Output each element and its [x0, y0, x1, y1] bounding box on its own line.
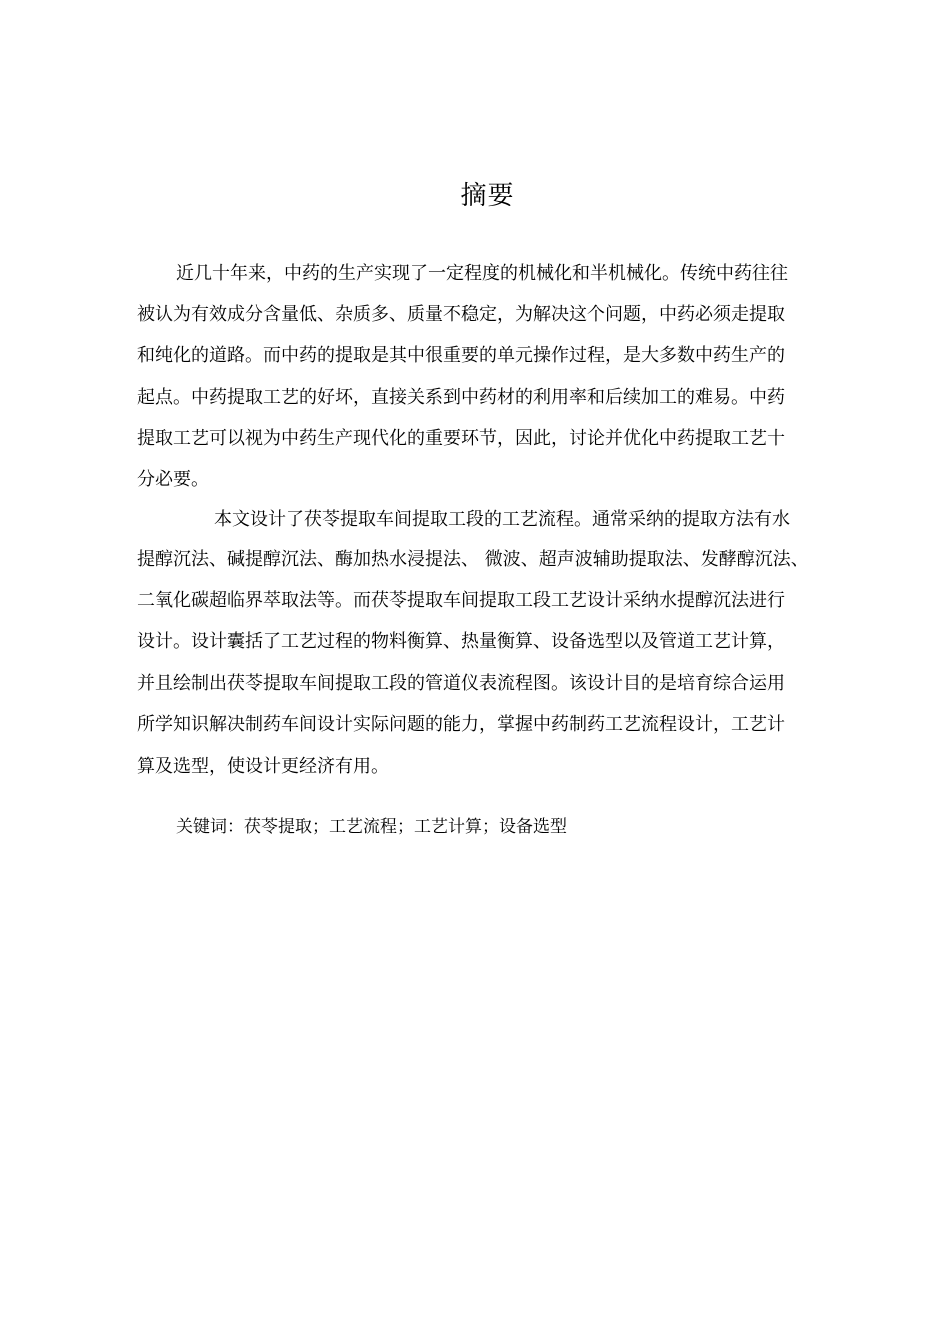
paragraph-1-line-5: 提取工艺可以视为中药生产现代化的重要环节，因此，讨论并优化中药提取工艺十 — [137, 428, 785, 449]
paragraph-2-line-6: 所学知识解决制药车间设计实际问题的能力，掌握中药制药工艺流程设计，工艺计 — [137, 714, 785, 735]
paragraph-1-line-2: 被认为有效成分含量低、杂质多、质量不稳定，为解决这个问题，中药必须走提取 — [137, 304, 785, 325]
page-title: 摘要 — [460, 181, 515, 211]
paragraph-1-line-4: 起点。中药提取工艺的好坏，直接关系到中药材的利用率和后续加工的难易。中药 — [137, 387, 785, 408]
paragraph-2-line-2: 提醇沉法、碱提醇沉法、酶加热水浸提法、 微波、超声波辅助提取法、发酵醇沉法、 — [137, 549, 809, 570]
paragraph-1-line-3: 和纯化的道路。而中药的提取是其中很重要的单元操作过程，是大多数中药生产的 — [137, 345, 785, 366]
paragraph-1-line-1: 近几十年来，中药的生产实现了一定程度的机械化和半机械化。传统中药往往 — [176, 263, 788, 284]
paragraph-2-line-4: 设计。设计囊括了工艺过程的物料衡算、热量衡算、设备选型以及管道工艺计算， — [137, 631, 785, 652]
paragraph-2-line-7: 算及选型，使设计更经济有用。 — [137, 756, 389, 777]
keywords-line: 关键词：茯苓提取；工艺流程；工艺计算；设备选型 — [176, 817, 567, 837]
paragraph-2-line-1: 本文设计了茯苓提取车间提取工段的工艺流程。通常采纳的提取方法有水 — [214, 509, 790, 530]
paragraph-2-line-3: 二氧化碳超临界萃取法等。而茯苓提取车间提取工段工艺设计采纳水提醇沉法进行 — [137, 590, 785, 611]
paragraph-1-line-6: 分必要。 — [137, 469, 209, 490]
paragraph-2-line-5: 并且绘制出茯苓提取车间提取工段的管道仪表流程图。该设计目的是培育综合运用 — [137, 673, 785, 694]
